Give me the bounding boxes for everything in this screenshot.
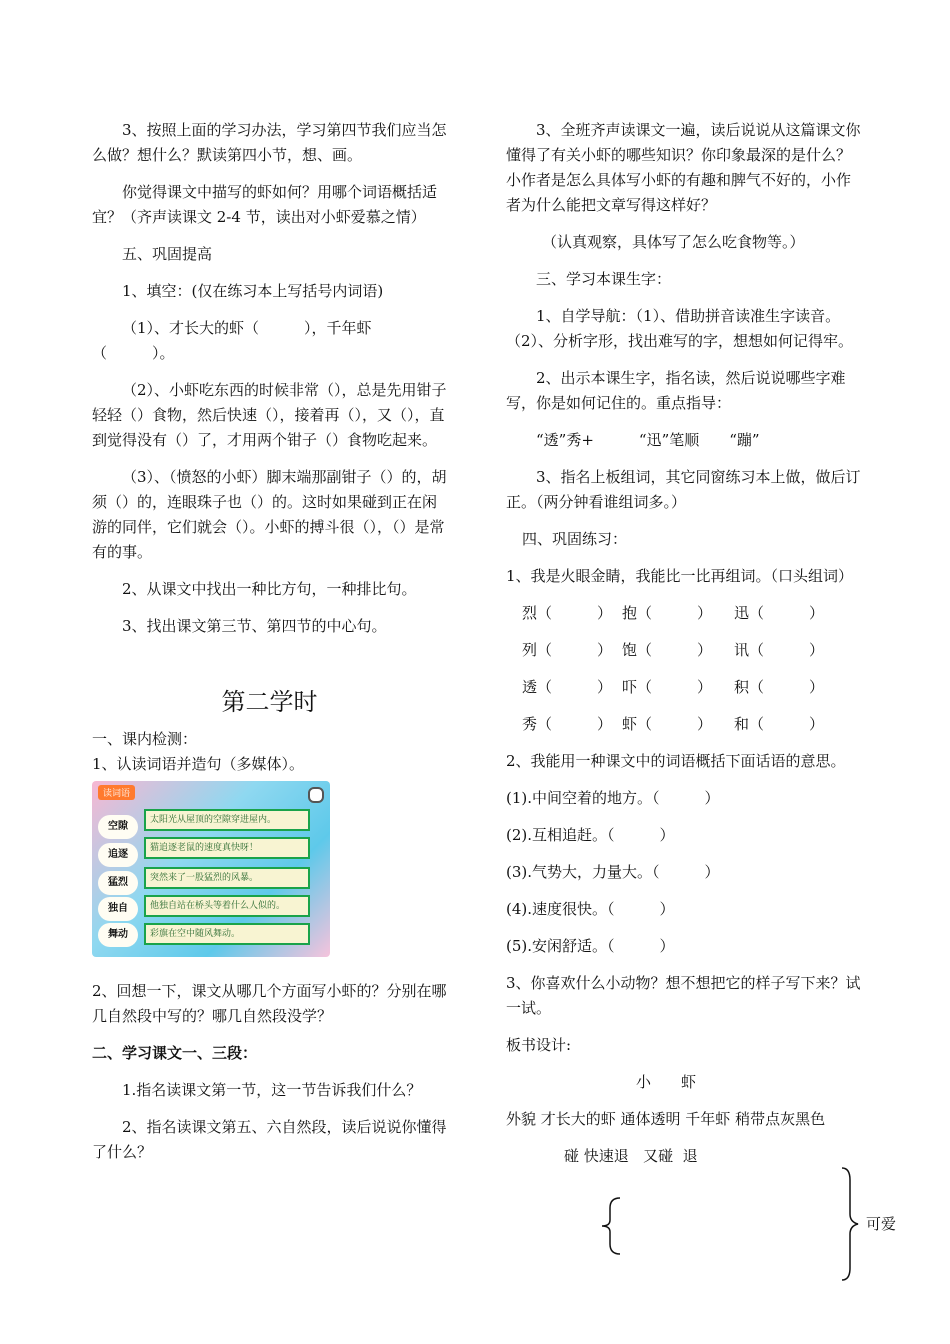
board-title — [506, 1070, 862, 1095]
left-column — [92, 118, 447, 1165]
definition-item: (3).气势大，力量大。（ ） — [506, 863, 720, 881]
vocabulary-slide-image — [92, 781, 330, 957]
character-grid — [506, 712, 862, 737]
right-p9: 1、我是火眼金睛，我能比一比再组词。（口头组词） — [506, 567, 854, 585]
character-grid — [506, 601, 862, 626]
definition-item: (4).速度很快。（ ） — [506, 900, 675, 918]
board-title-char: 虾 — [681, 1073, 697, 1091]
slide-tag: 读词语 — [98, 785, 135, 800]
left-p12: 2、回想一下，课文从哪几个方面写小虾的？分别在哪几自然段中写的？哪几自然段没学？ — [92, 982, 447, 1025]
grid-cell: 饱（ ） — [622, 641, 713, 659]
right-p4: 1、自学导航：（1）、借助拼音读准生字读音。（2）、分析字形，找出难写的字，想想如何记得牢。 — [506, 307, 854, 350]
slide-word: 独自 — [98, 897, 138, 921]
right-p6: “透”秀+ “迅”笔顺 “蹦” — [536, 431, 760, 449]
definition-item: (5).安闲舒适。（ ） — [506, 937, 675, 955]
left-p11: 1、认读词语并造句（多媒体）。 — [92, 755, 305, 773]
slide-sentence: 太阳光从屋顶的空隙穿进屋内。 — [144, 809, 310, 831]
slide-sentence: 突然来了一股猛烈的风暴。 — [144, 867, 310, 889]
grid-cell: 虾（ ） — [622, 715, 713, 733]
grid-cell: 和（ ） — [734, 715, 825, 733]
board-title-char: 小 — [636, 1073, 652, 1091]
character-grid — [506, 675, 862, 700]
right-p11: 3、你喜欢什么小动物？想不想把它的样子写下来？试一试。 — [506, 974, 861, 1017]
left-p4: 1、填空：(仅在练习本上写括号内词语) — [122, 282, 384, 300]
slide-sentence: 彩旗在空中随风舞动。 — [144, 923, 310, 945]
grid-cell: 列（ ） — [522, 641, 613, 659]
lesson-two-title: 第二学时 — [221, 688, 318, 716]
left-p5: （1）、才长大的虾（ ），千年虾（ ）。 — [92, 319, 372, 362]
board-design-label: 板书设计: — [506, 1036, 572, 1054]
slide-word: 追逐 — [98, 843, 138, 867]
right-section-three: 三、学习本课生字： — [536, 270, 672, 288]
left-p10: 一、课内检测： — [92, 730, 198, 748]
left-p9: 3、找出课文第三节、第四节的中心句。 — [122, 617, 387, 635]
slide-word: 空隙 — [98, 815, 138, 839]
slide-sentence: 他独自站在桥头等着什么人似的。 — [144, 895, 310, 917]
right-p7: 3、指名上板组词，其它同窗练习本上做，做后订正。（两分钟看谁组词多。） — [506, 468, 861, 511]
board-line-action: 碰 快速退 又碰 退 — [564, 1147, 698, 1165]
board-line-appearance: 外貌 才长大的虾 通体透明 千年虾 稍带点灰黑色 — [506, 1110, 826, 1128]
left-p15: 2、指名读课文第五、六自然段，读后说说你懂得了什么？ — [92, 1118, 447, 1161]
definition-item: (1).中间空着的地方。（ ） — [506, 789, 720, 807]
grid-cell: 迅（ ） — [734, 604, 825, 622]
left-section-five: 五、巩固提高 — [122, 245, 213, 263]
slide-word: 猛烈 — [98, 871, 138, 895]
definition-item: (2).互相追赶。（ ） — [506, 826, 675, 844]
left-p8: 2、从课文中找出一种比方句，一种排比句。 — [122, 580, 417, 598]
right-p2: （认真观察，具体写了怎么吃食物等。） — [542, 233, 805, 251]
slide-word: 舞动 — [98, 923, 138, 947]
grid-cell: 烈（ ） — [522, 604, 613, 622]
grid-cell: 透（ ） — [522, 678, 613, 696]
right-section-four: 四、巩固练习： — [522, 530, 628, 548]
left-p7: （3）、（愤怒的小虾）脚末端那副钳子（）的，胡须（）的，连眼珠子也（）的。这时如果碰到正在闲游的同伴，它们就会（）。小虾的搏斗很（），（）是常有的事。 — [92, 468, 447, 561]
slide-dot-icon — [308, 787, 324, 803]
character-grid — [506, 638, 862, 663]
grid-cell: 讯（ ） — [734, 641, 825, 659]
left-p1: 3、按照上面的学习办法，学习第四节我们应当怎么做？想什么？默读第四小节，想、画。 — [92, 121, 447, 164]
grid-cell: 吓（ ） — [622, 678, 713, 696]
grid-cell: 抱（ ） — [622, 604, 713, 622]
grid-cell: 秀（ ） — [522, 715, 613, 733]
board-side-label: 可爱 — [866, 1215, 897, 1233]
grid-cell: 积（ ） — [734, 678, 825, 696]
large-brace-icon — [838, 1166, 864, 1282]
right-p10: 2、我能用一种课文中的词语概括下面话语的意思。 — [506, 752, 846, 770]
right-p5: 2、出示本课生字，指名读，然后说说哪些字难写，你是如何记住的。重点指导： — [506, 369, 846, 412]
left-p14: 1.指名读课文第一节，这一节告诉我们什么？ — [122, 1081, 422, 1099]
slide-sentence: 猫追逐老鼠的速度真快呀！ — [144, 837, 310, 859]
left-p2: 你觉得课文中描写的虾如何？用哪个词语概括适宜？（齐声读课文 2-4 节，读出对小虾爱慕之情） — [92, 183, 438, 226]
small-brace-icon — [598, 1196, 624, 1256]
right-p1: 3、全班齐声读课文一遍，读后说说从这篇课文你懂得了有关小虾的哪些知识？你印象最深的是什么？小作者是怎么具体写小虾的有趣和脾气不好的，小作者为什么能把文章写得这样好？ — [506, 121, 861, 214]
left-section-two: 二、学习课文一、三段： — [92, 1044, 258, 1062]
right-column — [506, 118, 862, 1169]
left-p6: （2）、小虾吃东西的时候非常（），总是先用钳子轻轻（）食物，然后快速（），接着再（），又（），直到觉得没有（）了，才用两个钳子（）食物吃起来。 — [92, 381, 447, 449]
